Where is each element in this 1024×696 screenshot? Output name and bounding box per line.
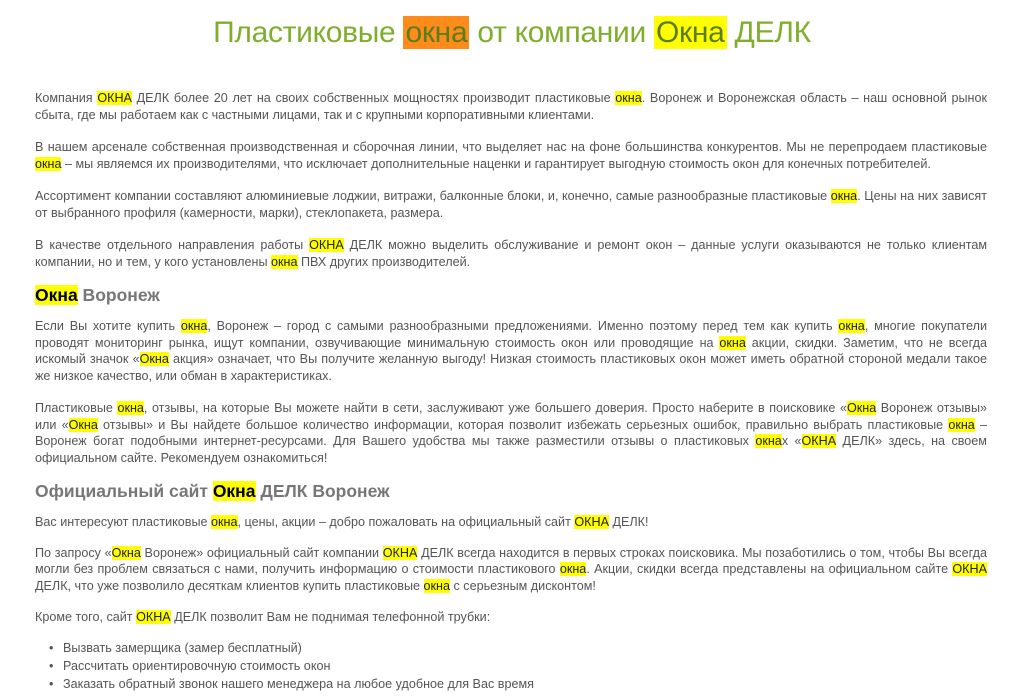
list-item: • Рассчитать ориентировочную стоимость окон (49, 657, 987, 675)
list-item: • Вызвать замерщика (замер бесплатный) (49, 639, 987, 657)
search-highlight: окна (35, 156, 62, 171)
search-highlight: окна (838, 319, 865, 333)
list-item: • Заказать обратный звонок нашего менеджера на любое удобное для Вас время (49, 675, 987, 693)
search-highlight: окна (719, 335, 746, 350)
features-list (35, 639, 987, 693)
paragraph-features-intro: Кроме того, сайт ОКНА ДЕЛК позволит Вам не поднимая телефонной трубки: (35, 610, 491, 624)
search-highlight: ОКНА (801, 434, 837, 448)
paragraph-intro: Компания ОКНА ДЕЛК более 20 лет на своих собственных мощностях производит пластиковые окна. Воронеж и Воронежская область – наш основной рынок сбыта, где мы работаем как с частными лицами, так и с крупными корпоративными клиентами. (35, 91, 987, 122)
search-highlight: окна (180, 319, 208, 333)
search-highlight: окна (755, 434, 782, 448)
search-highlight: Окна (139, 352, 169, 366)
search-highlight: окна (615, 91, 642, 105)
search-highlight: окна (559, 562, 587, 576)
paragraph-assortment: Ассортимент компании составляют алюминиевые лоджии, витражи, балконные блоки, и, конечно, самые разнообразные пластиковые окна. Цены на них зависят от выбранного профиля (камерности, марки), стеклопакета, размера. (35, 189, 987, 220)
search-highlight-current: окна (405, 16, 468, 49)
search-highlight: окна (117, 401, 144, 415)
search-highlight: окна (211, 515, 238, 529)
paragraph-welcome: Вас интересуют пластиковые окна, цены, акции – добро пожаловать на официальный сайт ОКНА ДЕЛК! (35, 515, 649, 529)
paragraph-search-query: По запросу «Окна Воронеж» официальный сайт компании ОКНА ДЕЛК всегда находится в первых строках поисковика. Мы позаботились о том, чтобы Вы всегда могли без проблем связаться с нами, получить информацию о стоимости пластикового окна. Акции, скидки всегда представлены на официальном сайте ОКНА ДЕЛК, что уже позволило десяткам клиентов купить пластиковые окна с серьезным дисконтом! (35, 545, 987, 593)
search-highlight: Окна (846, 401, 877, 415)
heading-okna-voronezh: Окна Воронеж (35, 285, 160, 305)
search-highlight: Окна (35, 285, 78, 305)
search-highlight: окна (423, 578, 450, 593)
article-body (35, 90, 987, 693)
paragraph-reviews: Пластиковые окна, отзывы, на которые Вы можете найти в сети, заслуживают уже большего доверия. Просто наберите в поисковике «Окна Воронеж отзывы» или «Окна отзывы» и Вы найдете большое количество информации, которая позволит избежать серьезных ошибок, правильно выбрать пластиковые окна – Воронеж богат подобными интернет-ресурсами. Для Вашего удобства мы также разместили отзывы о пластиковых окнах «ОКНА ДЕЛК» здесь, на своем официальном сайте. Рекомендуем ознакомиться! (35, 401, 987, 465)
search-highlight: ОКНА (952, 562, 987, 576)
search-highlight: окна (948, 417, 975, 432)
paragraph-buy: Если Вы хотите купить окна, Воронеж – город с самыми разнообразными предложениями. Именно поэтому перед тем как купить окна, многие покупатели проводят мониторинг рынка, ищут компании, озвучивающие минимальную стоимость окон или проводящие на окна акции, скидки. Заметим, что не всегда искомый значок «Окна акция» означает, что Вы получите желанную выгоду! Низкая стоимость пластиковых окон может иметь обратной стороной медали такое же низкое качество, или обман в характеристиках. (35, 319, 987, 383)
search-highlight: ОКНА (97, 91, 132, 105)
search-highlight: Окна (68, 417, 98, 432)
search-highlight: окна (271, 254, 298, 269)
search-highlight: окна (830, 189, 858, 203)
search-highlight: ОКНА (382, 545, 418, 560)
search-highlight: Окна (111, 545, 141, 560)
search-highlight: Окна (212, 481, 256, 501)
search-highlight: ОКНА (136, 610, 171, 624)
search-highlight: ОКНА (309, 238, 344, 252)
paragraph-service: В качестве отдельного направления работы ОКНА ДЕЛК можно выделить обслуживание и ремонт окон – данные услуги оказываются не только клиентам компании, но и тем, у кого установлены окна ПВХ других производителей. (35, 238, 987, 269)
page-title: Пластиковые окна от компании Окна ДЕЛК (213, 16, 811, 49)
heading-official-site: Официальный сайт Окна ДЕЛК Воронеж (35, 481, 390, 501)
paragraph-production: В нашем арсенале собственная производственная и сборочная линии, что выделяет нас на фоне большинства конкурентов. Мы не перепродаем пластиковые окна – мы являемся их производителями, что исключает дополнительные наценки и гарантирует выгодную стоимость окон для конечных потребителей. (35, 140, 987, 171)
search-highlight: Окна (656, 16, 725, 49)
search-highlight: ОКНА (574, 515, 609, 529)
